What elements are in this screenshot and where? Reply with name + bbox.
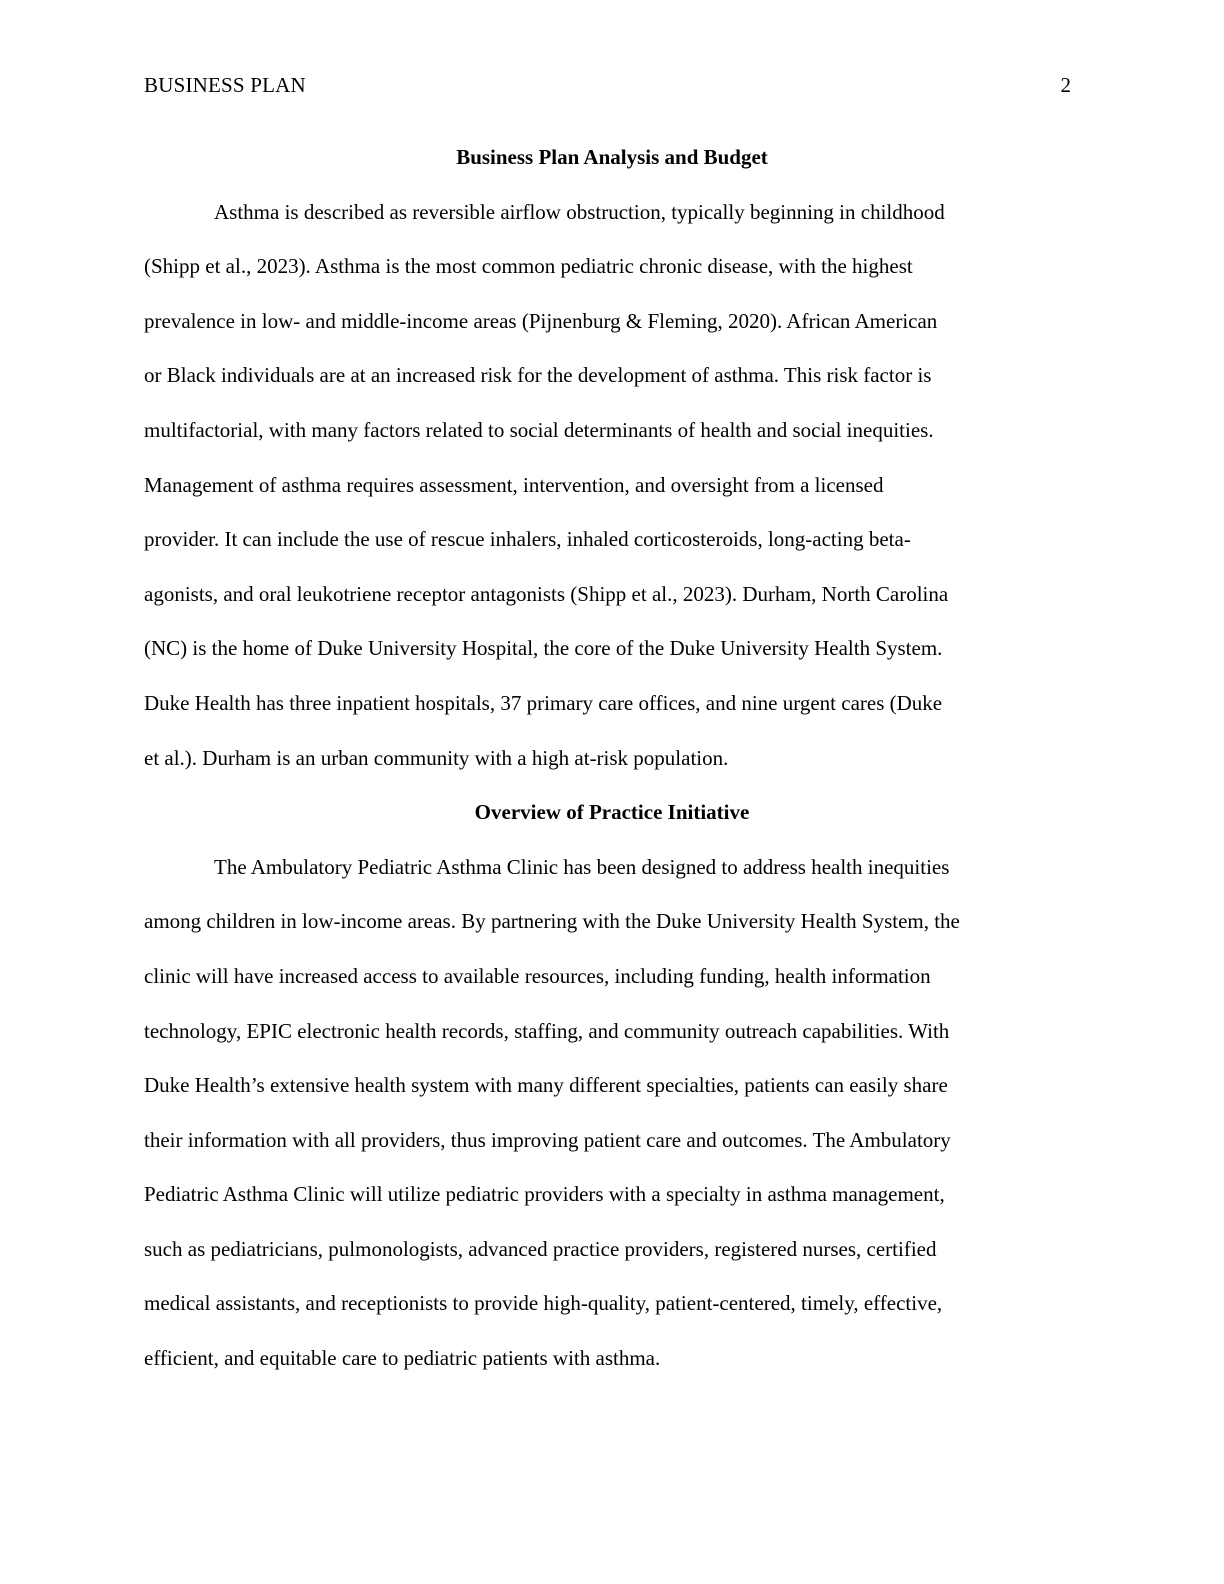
paragraph-line: (NC) is the home of Duke University Hospital, the core of the Duke University Health System. — [144, 636, 943, 661]
paragraph-line: agonists, and oral leukotriene receptor antagonists (Shipp et al., 2023). Durham, North Carolina — [144, 581, 949, 606]
paragraph-practice-initiative — [144, 840, 1080, 1386]
document-body — [144, 130, 1080, 1386]
paragraph-line: multifactorial, with many factors related to social determinants of health and social inequities. — [144, 417, 934, 442]
section-heading-practice-initiative: Overview of Practice Initiative — [474, 800, 750, 825]
paragraph-line: among children in low-income areas. By partnering with the Duke University Health System, the — [144, 909, 960, 934]
paragraph-line: efficient, and equitable care to pediatric patients with asthma. — [144, 1346, 661, 1371]
paragraph-line: or Black individuals are at an increased risk for the development of asthma. This risk factor is — [144, 363, 932, 388]
running-head: BUSINESS PLAN — [144, 73, 306, 97]
paragraph-line: Management of asthma requires assessment, intervention, and oversight from a licensed — [144, 472, 884, 497]
paragraph-line: their information with all providers, thus improving patient care and outcomes. The Ambulatory — [144, 1127, 951, 1152]
section-heading-business-plan: Business Plan Analysis and Budget — [456, 145, 768, 169]
paragraph-line: medical assistants, and receptionists to provide high-quality, patient-centered, timely, effective, — [144, 1291, 943, 1316]
paragraph-line: The Ambulatory Pediatric Asthma Clinic has been designed to address health inequities — [214, 854, 950, 879]
paragraph-line: such as pediatricians, pulmonologists, advanced practice providers, registered nurses, certified — [144, 1236, 937, 1261]
paragraph-line: Pediatric Asthma Clinic will utilize pediatric providers with a specialty in asthma management, — [144, 1182, 945, 1207]
paragraph-line: Duke Health has three inpatient hospitals, 37 primary care offices, and nine urgent cares (Duke — [144, 690, 943, 715]
page-number: 2 — [1060, 73, 1071, 97]
paragraph-line: prevalence in low- and middle-income areas (Pijnenburg & Fleming, 2020). African American — [144, 308, 938, 333]
paragraph-line: (Shipp et al., 2023). Asthma is the most common pediatric chronic disease, with the highest — [144, 254, 913, 279]
paragraph-line: Duke Health’s extensive health system with many different specialties, patients can easily share — [144, 1073, 948, 1098]
paragraph-line: et al.). Durham is an urban community with a high at-risk population. — [144, 745, 729, 770]
paragraph-line: provider. It can include the use of rescue inhalers, inhaled corticosteroids, long-acting beta- — [144, 527, 911, 552]
paragraph-line: Asthma is described as reversible airflow obstruction, typically beginning in childhood — [214, 199, 945, 224]
paragraph-line: clinic will have increased access to available resources, including funding, health information — [144, 963, 931, 988]
paragraph-line: technology, EPIC electronic health records, staffing, and community outreach capabilities. With — [144, 1018, 950, 1043]
paragraph-asthma-background — [144, 185, 1080, 786]
